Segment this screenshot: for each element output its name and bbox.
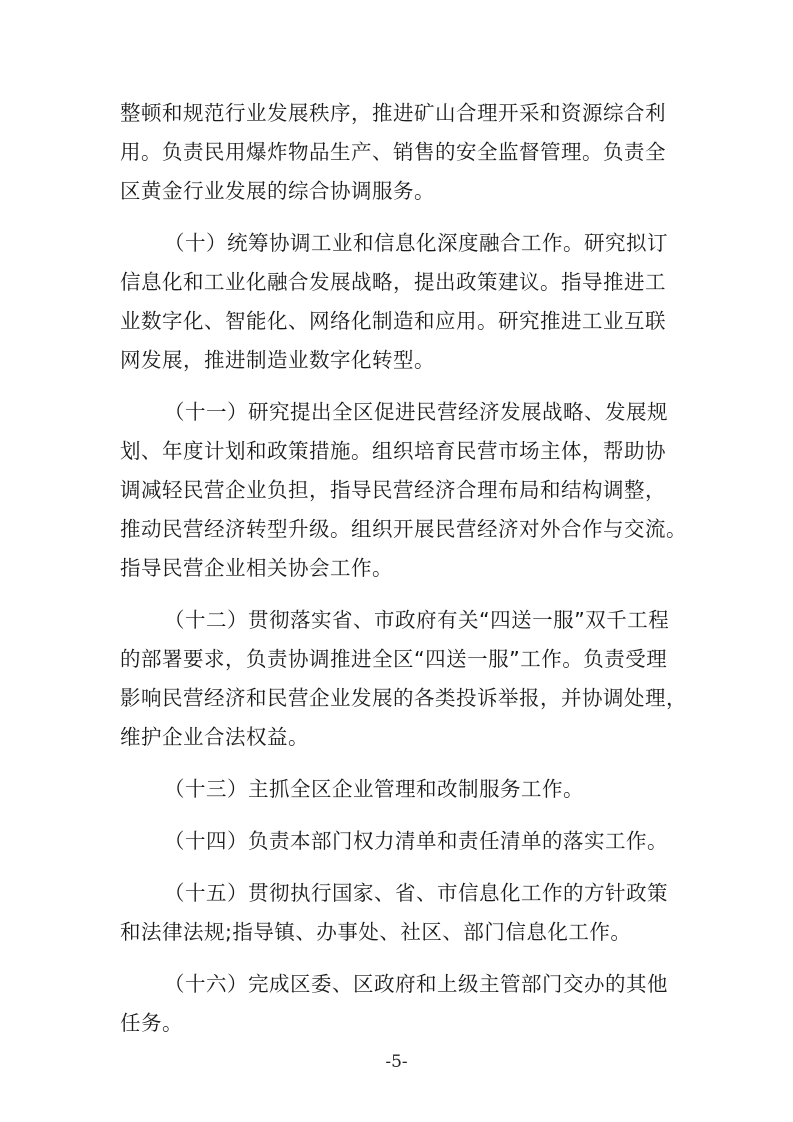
paragraph-item-16 [120, 965, 688, 1043]
text-line: 整顿和规范行业发展秩序，推进矿山合理开采和资源综合利 [120, 101, 666, 125]
text-line: 调减轻民营企业负担，指导民营经济合理布局和结构调整， [120, 478, 666, 502]
text-line: 推动民营经济转型升级。组织开展民营经济对外合作与交流。 [120, 517, 687, 541]
page-number: -5- [385, 1052, 408, 1072]
text-line: 的部署要求，负责协调推进全区“四送一服”工作。负责受理 [120, 647, 668, 671]
paragraph-item-13 [120, 770, 688, 809]
text-line: 网发展，推进制造业数字化转型。 [120, 348, 435, 372]
text-line: 维护企业合法权益。 [120, 725, 309, 749]
text-line: 业数字化、智能化、网络化制造和应用。研究推进工业互联 [120, 309, 666, 333]
text-line: 信息化和工业化融合发展战略，提出政策建议。指导推进工 [120, 270, 666, 294]
text-line: 指导民营企业相关协会工作。 [120, 556, 393, 580]
text-line: （十一）研究提出全区促进民营经济发展战略、发展规 [164, 400, 668, 424]
text-line: （十六）完成区委、区政府和上级主管部门交办的其他 [164, 972, 668, 996]
text-line: 用。负责民用爆炸物品生产、销售的安全监督管理。负责全 [120, 140, 666, 164]
text-line: 影响民营经济和民营企业发展的各类投诉举报，并协调处理， [120, 686, 687, 710]
paragraph-continuation [120, 94, 688, 211]
text-line: （十四）负责本部门权力清单和责任清单的落实工作。 [164, 829, 668, 853]
paragraph-item-11 [120, 393, 688, 588]
text-line: 和法律法规;指导镇、办事处、社区、部门信息化工作。 [120, 920, 632, 944]
text-line: （十三）主抓全区企业管理和改制服务工作。 [164, 777, 584, 801]
text-line: （十二）贯彻落实省、市政府有关“四送一服”双千工程 [164, 608, 670, 632]
paragraph-item-10 [120, 224, 688, 380]
paragraph-item-12 [120, 601, 688, 757]
paragraph-item-14 [120, 822, 688, 861]
text-line: 任务。 [120, 1011, 183, 1035]
text-line: 划、年度计划和政策措施。组织培育民营市场主体，帮助协 [120, 439, 666, 463]
text-line: （十五）贯彻执行国家、省、市信息化工作的方针政策 [164, 881, 668, 905]
paragraph-item-15 [120, 874, 688, 952]
text-line: （十）统筹协调工业和信息化深度融合工作。研究拟订 [164, 231, 668, 255]
document-body [120, 94, 688, 1056]
text-line: 区黄金行业发展的综合协调服务。 [120, 179, 435, 203]
